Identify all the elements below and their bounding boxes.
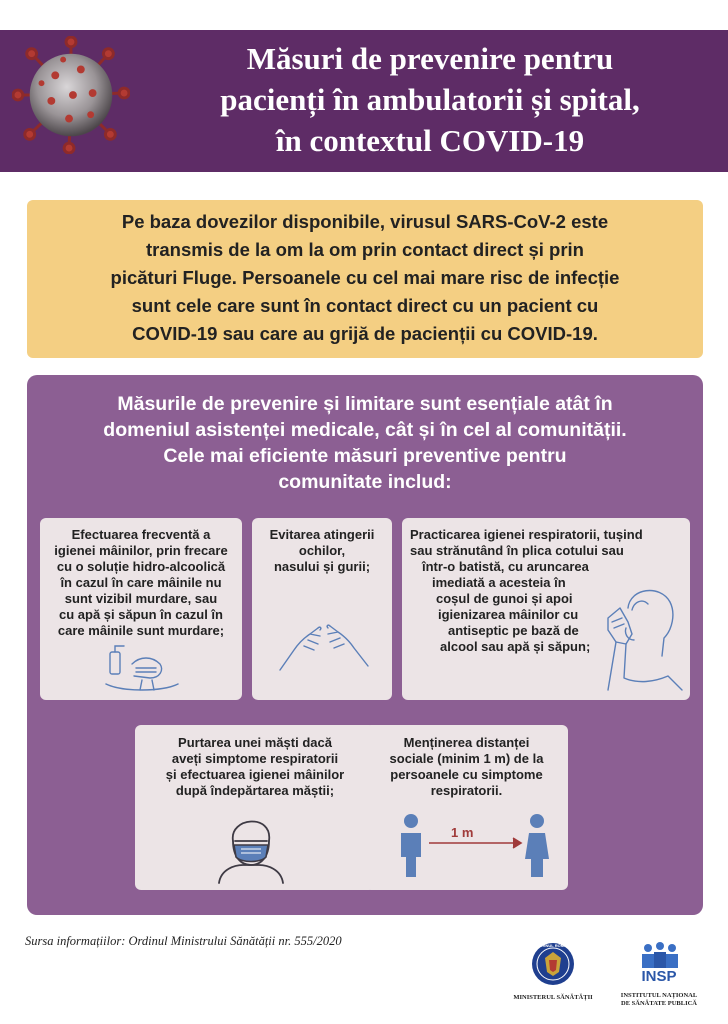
card-line: și efectuarea igienei mâinilor	[165, 767, 345, 782]
insp-caption-line: INSTITUTUL NAȚIONAL	[620, 992, 698, 999]
card-text	[371, 735, 562, 799]
card-line: Menținerea distanței	[403, 735, 530, 750]
panel-line: Măsurile de prevenire și limitare sunt esențiale atât în	[117, 393, 613, 415]
card-line: nasului și gurii;	[273, 559, 371, 574]
card-respiratory-hygiene	[402, 518, 690, 700]
intro-line: COVID-19 sau care au grijă de pacienții cu COVID-19.	[132, 323, 598, 344]
card-hand-hygiene	[40, 518, 242, 700]
card-line: Evitarea atingerii	[269, 527, 375, 542]
card-line: ochilor,	[298, 543, 346, 558]
card-line: igienizarea mâinilor cu	[438, 607, 579, 622]
insp-people-icon	[640, 942, 680, 968]
card-social-distance	[365, 725, 568, 890]
card-line: cu apă și săpun în cazul în	[59, 607, 223, 622]
intro-line: picături Fluge. Persoanele cu cel mai mare risc de infecție	[110, 267, 620, 288]
two-people-distance-icon	[399, 809, 549, 879]
page-title	[150, 38, 710, 161]
card-line: Practicarea igienei respiratorii, tușind	[410, 527, 643, 542]
card-line: respiratorii.	[430, 783, 503, 798]
hands-icon	[274, 606, 374, 676]
hand-washing-icon	[102, 642, 182, 696]
insp-caption	[604, 992, 714, 1007]
card-text	[46, 527, 236, 639]
panel-line: domeniul asistenței medicale, cât și în cel al comunității.	[103, 419, 627, 441]
title-line: în contextul COVID-19	[275, 123, 585, 158]
intro-line: Pe baza dovezilor disponibile, virusul SARS-CoV-2 este	[121, 211, 609, 232]
card-line: sau strănutând în plica cotului sau	[410, 543, 624, 558]
card-mask	[135, 725, 375, 890]
sneezing-person-icon	[598, 578, 684, 696]
header-banner	[0, 30, 728, 172]
source-note: Sursa informațiilor: Ordinul Ministrului Sănătății nr. 555/2020	[25, 934, 342, 948]
card-line: coșul de gunoi și apoi	[436, 591, 573, 606]
card-line: după îndepărtarea măștii;	[175, 783, 335, 798]
card-line: alcool sau apă și săpun;	[440, 639, 591, 654]
card-line: igienei mâinilor, prin frecare	[54, 543, 228, 558]
card-line: Efectuarea frecventă a	[71, 527, 211, 542]
card-line: persoanele cu simptome	[390, 767, 543, 782]
card-avoid-touching	[252, 518, 392, 700]
card-line: imediată a acesteia în	[432, 575, 566, 590]
card-line: sunt vizibil murdare, sau	[64, 591, 218, 606]
ministry-seal-text: GUVERNUL ROMÂNIEI	[531, 943, 575, 948]
card-line: cu o soluție hidro-alcoolică	[56, 559, 226, 574]
intro-box	[27, 200, 703, 358]
card-line: în cazul în care mâinile nu	[60, 575, 222, 590]
masked-person-icon	[211, 807, 291, 885]
card-text	[141, 735, 369, 799]
intro-line: sunt cele care sunt în contact direct cu un pacient cu	[131, 295, 599, 316]
measures-panel	[27, 375, 703, 915]
insp-mark: INSP	[641, 968, 677, 985]
card-text	[256, 527, 388, 575]
insp-caption-line: DE SĂNĂTATE PUBLICĂ	[621, 999, 697, 1007]
card-line: într-o batistă, cu aruncarea	[422, 559, 589, 574]
card-line: care mâinile sunt murdare;	[57, 623, 225, 638]
title-line: Măsuri de prevenire pentru	[246, 41, 614, 76]
insp-logo	[604, 942, 714, 1022]
ministry-caption: MINISTERUL SĂNĂTĂȚII	[513, 994, 593, 1001]
card-line: sociale (minim 1 m) de la	[389, 751, 544, 766]
coronavirus-icon	[12, 36, 130, 154]
card-line: Purtarea unei măști dacă	[178, 735, 332, 750]
title-line: pacienți în ambulatorii și spital,	[220, 82, 640, 117]
panel-heading	[51, 391, 679, 495]
ministry-logo	[508, 942, 598, 1012]
panel-line: comunitate includ:	[278, 471, 452, 493]
distance-label: 1 m	[451, 825, 474, 840]
panel-line: Cele mai eficiente măsuri preventive pentru	[163, 445, 567, 467]
card-text	[410, 527, 643, 655]
card-line: aveți simptome respiratorii	[171, 751, 339, 766]
card-line: antiseptic pe bază de	[448, 623, 579, 638]
ministry-seal-icon	[531, 942, 575, 986]
intro-line: transmis de la om la om prin contact direct și prin	[146, 239, 584, 260]
